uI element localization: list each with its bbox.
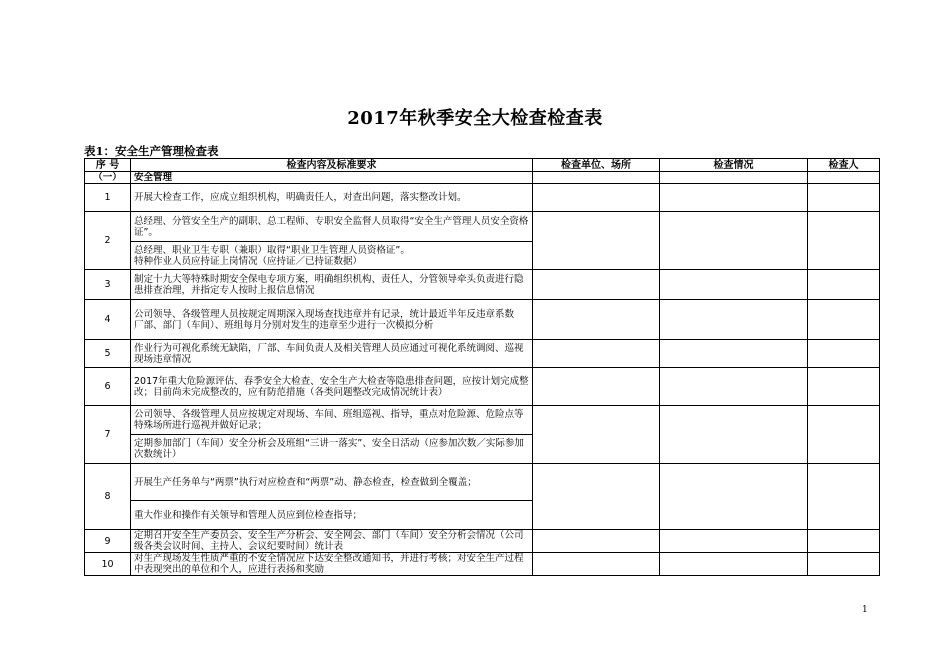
status-cell[interactable] (660, 530, 808, 553)
section-inspector-cell (808, 172, 880, 184)
header-status: 检查情况 (660, 159, 808, 172)
table-row (85, 464, 880, 501)
unit-cell[interactable] (533, 340, 660, 368)
status-cell[interactable] (660, 300, 808, 340)
table-row (85, 530, 880, 553)
inspector-cell[interactable] (808, 464, 880, 530)
item-content: 开展大检查工作，应成立组织机构，明确责任人，对查出问题，落实整改计划。 (131, 184, 533, 212)
item-content: 公司领导、各级管理人员应按规定对现场、车间、班组巡视、指导，重点对危险源、危险点等特殊场所进行巡视并做好记录； (131, 406, 533, 435)
inspector-cell[interactable] (808, 368, 880, 406)
table-row (85, 340, 880, 368)
item-content: 定期参加部门（车间）安全分析会及班组“三讲一落实”、安全日活动（应参加次数／实际参加次数统计） (131, 435, 533, 464)
header-inspector: 检查人 (808, 159, 880, 172)
section-unit-cell (533, 172, 660, 184)
status-cell[interactable] (660, 464, 808, 530)
item-number: 8 (85, 464, 131, 530)
item-content: 作业行为可视化系统无缺陷，厂部、车间负责人及相关管理人员应通过可视化系统调阅、巡视现场违章情况 (131, 340, 533, 368)
table-row (85, 270, 880, 300)
inspector-cell[interactable] (808, 530, 880, 553)
item-content: 制定十九大等特殊时期安全保电专项方案，明确组织机构、责任人，分管领导牵头负责进行隐患排查治理，并指定专人按时上报信息情况 (131, 270, 533, 300)
item-number: 5 (85, 340, 131, 368)
section-label: 安全管理 (131, 172, 533, 184)
unit-cell[interactable] (533, 406, 660, 464)
item-number: 7 (85, 406, 131, 464)
item-content: 定期召开安全生产委员会、安全生产分析会、安全网会、部门（车间）安全分析会情况（公司级各类会议时间、主持人、会议纪要时间）统计表 (131, 530, 533, 553)
header-content: 检查内容及标准要求 (131, 159, 533, 172)
item-content: 对生产现场发生性质严重的不安全情况应下达安全整改通知书，并进行考核；对安全生产过程中表现突出的单位和个人，应进行表扬和奖励 (131, 553, 533, 576)
item-content: 总经理、职业卫生专职（兼职）取得“职业卫生管理人员资格证”。 特种作业人员应持证上岗情况（应持证／已持证数据） (131, 242, 533, 270)
status-cell[interactable] (660, 212, 808, 270)
inspector-cell[interactable] (808, 212, 880, 270)
page-number: 1 (862, 605, 868, 615)
status-cell[interactable] (660, 553, 808, 576)
unit-cell[interactable] (533, 300, 660, 340)
item-number: 10 (85, 553, 131, 576)
header-seq: 序 号 (85, 159, 131, 172)
item-number: 1 (85, 184, 131, 212)
item-number: 9 (85, 530, 131, 553)
item-number: 3 (85, 270, 131, 300)
section-row (85, 172, 880, 184)
item-content: 2017年重大危险源评估、春季安全大检查、安全生产大检查等隐患排查问题，应按计划完成整改；目前尚未完成整改的，应有防范措施（各类问题整改完成情况统计表） (131, 368, 533, 406)
item-number: 6 (85, 368, 131, 406)
unit-cell[interactable] (533, 530, 660, 553)
table-row (85, 184, 880, 212)
unit-cell[interactable] (533, 270, 660, 300)
status-cell[interactable] (660, 340, 808, 368)
item-number: 4 (85, 300, 131, 340)
status-cell[interactable] (660, 184, 808, 212)
item-number: 2 (85, 212, 131, 270)
table-row (85, 300, 880, 340)
unit-cell[interactable] (533, 368, 660, 406)
item-content: 公司领导、各级管理人员按规定周期深入现场查找违章并有记录，统计最近半年反违章系数 厂部、部门（车间）、班组每月分别对发生的违章至少进行一次模拟分析 (131, 300, 533, 340)
status-cell[interactable] (660, 270, 808, 300)
header-unit: 检查单位、场所 (533, 159, 660, 172)
document-title: 2017年秋季安全大检查检查表 (347, 108, 603, 129)
inspector-cell[interactable] (808, 300, 880, 340)
table-caption: 表1：安全生产管理检查表 (84, 144, 219, 158)
inspector-cell[interactable] (808, 270, 880, 300)
inspector-cell[interactable] (808, 406, 880, 464)
section-number: （一） (85, 172, 131, 184)
unit-cell[interactable] (533, 184, 660, 212)
unit-cell[interactable] (533, 212, 660, 270)
status-cell[interactable] (660, 368, 808, 406)
header-row (85, 159, 880, 172)
inspector-cell[interactable] (808, 184, 880, 212)
item-content: 重大作业和操作有关领导和管理人员应到位检查指导； (131, 501, 533, 530)
table-row (85, 406, 880, 435)
item-content: 开展生产任务单与“两票”执行对应检查和“两票”动、静态检查，检查做到全覆盖； (131, 464, 533, 501)
inspector-cell[interactable] (808, 340, 880, 368)
table-row (85, 553, 880, 576)
section-status-cell (660, 172, 808, 184)
item-content: 总经理、分管安全生产的副职、总工程师、专职安全监督人员取得“安全生产管理人员安全资格证”。 (131, 212, 533, 242)
unit-cell[interactable] (533, 553, 660, 576)
inspection-table (84, 158, 880, 576)
status-cell[interactable] (660, 406, 808, 464)
unit-cell[interactable] (533, 464, 660, 530)
inspector-cell[interactable] (808, 553, 880, 576)
table-row (85, 212, 880, 242)
table-row (85, 368, 880, 406)
